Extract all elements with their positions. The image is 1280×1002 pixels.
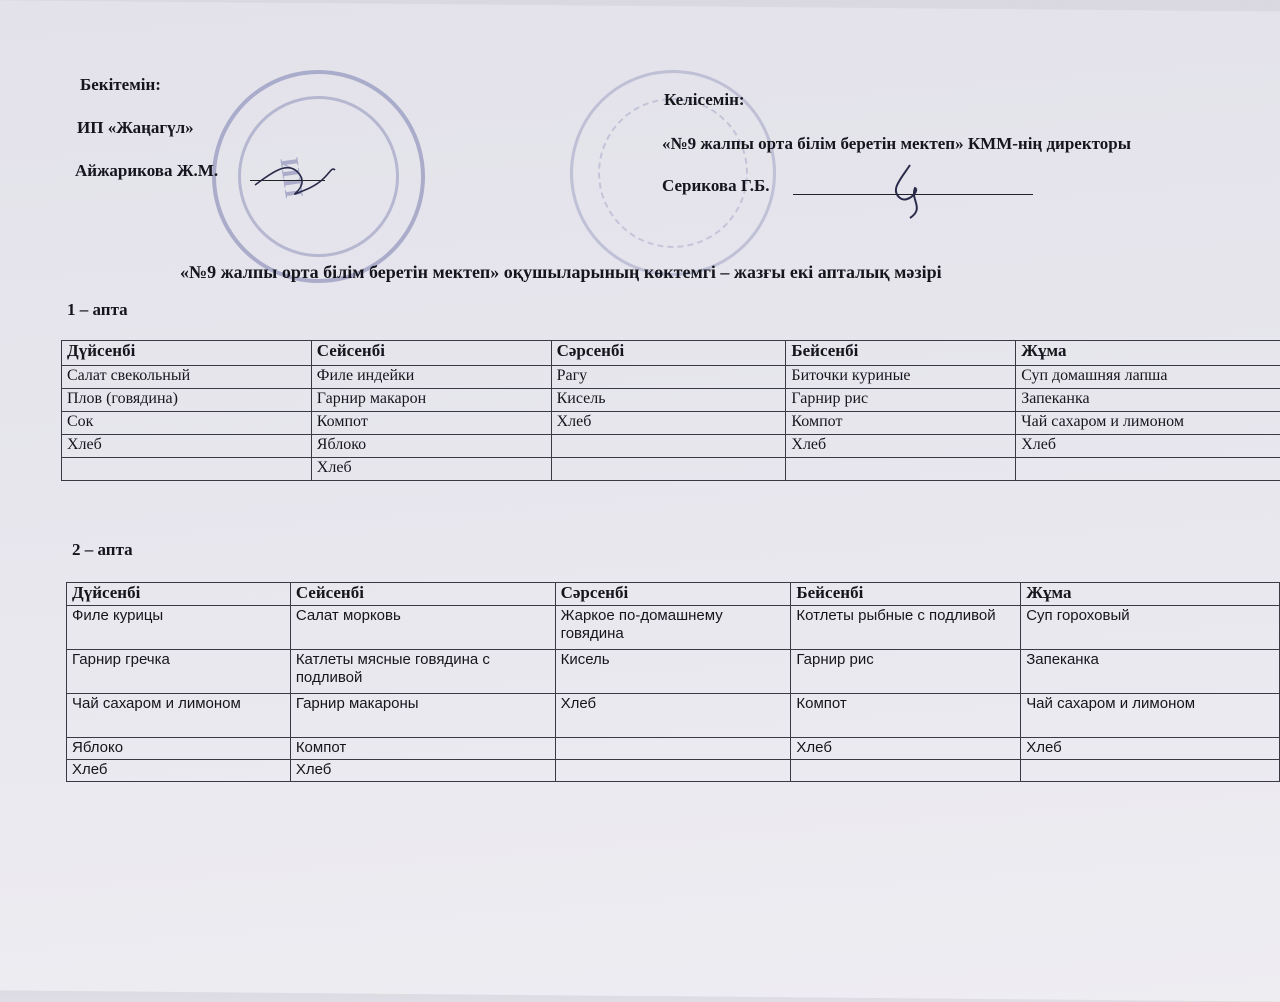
table-cell xyxy=(551,435,786,458)
table-cell xyxy=(555,760,791,782)
table-cell: Гарнир макароны xyxy=(290,694,555,738)
table-cell xyxy=(786,458,1016,481)
table-cell: Кисель xyxy=(551,389,786,412)
table-cell: Гарнир макарон xyxy=(311,389,551,412)
table-cell: Чай сахаром и лимоном xyxy=(1021,694,1280,738)
table-row xyxy=(62,412,1280,435)
menu-title: «№9 жалпы орта білім беретін мектеп» оқушыларының көктемгі – жазғы екі апталық мәзірі xyxy=(180,262,942,283)
table-cell xyxy=(62,458,312,481)
table-cell: Рагу xyxy=(551,366,786,389)
agree-signature xyxy=(880,160,950,220)
table-row xyxy=(62,389,1280,412)
table-cell: Гарнир рис xyxy=(791,650,1021,694)
table-cell: Гарнир рис xyxy=(786,389,1016,412)
table-cell: Кисель xyxy=(555,650,791,694)
table-cell: Запеканка xyxy=(1016,389,1280,412)
table-cell: Биточки куриные xyxy=(786,366,1016,389)
table-cell: Хлеб xyxy=(786,435,1016,458)
header-cell: Дүйсенбі xyxy=(67,583,291,606)
table-header-row xyxy=(67,583,1280,606)
table-cell: Компот xyxy=(791,694,1021,738)
header-cell: Бейсенбі xyxy=(786,341,1016,366)
agree-org: «№9 жалпы орта білім беретін мектеп» КММ-нің директоры xyxy=(662,134,1131,154)
table-cell: Филе курицы xyxy=(67,606,291,650)
table-cell xyxy=(791,760,1021,782)
table-cell: Суп гороховый xyxy=(1021,606,1280,650)
table-cell: Гарнир гречка xyxy=(67,650,291,694)
table-cell: Катлеты мясные говядина с подливой xyxy=(290,650,555,694)
table-cell xyxy=(1021,760,1280,782)
table-cell: Яблоко xyxy=(311,435,551,458)
table-cell: Сок xyxy=(62,412,312,435)
table-cell: Котлеты рыбные с подливой xyxy=(791,606,1021,650)
table-row xyxy=(62,366,1280,389)
table-cell: Салат морковь xyxy=(290,606,555,650)
table-cell: Хлеб xyxy=(551,412,786,435)
table-cell: Хлеб xyxy=(791,738,1021,760)
table-cell: Салат свекольный xyxy=(62,366,312,389)
table-cell: Хлеб xyxy=(290,760,555,782)
table-cell: Жаркое по-домашнему говядина xyxy=(555,606,791,650)
table-cell xyxy=(551,458,786,481)
week2-label: 2 – апта xyxy=(72,540,133,560)
table-cell: Чай сахаром и лимоном xyxy=(67,694,291,738)
table-cell: Хлеб xyxy=(555,694,791,738)
table-cell: Плов (говядина) xyxy=(62,389,312,412)
header-cell: Сейсенбі xyxy=(290,583,555,606)
table-row xyxy=(62,435,1280,458)
table-cell: Компот xyxy=(311,412,551,435)
table-cell: Чай сахаром и лимоном xyxy=(1016,412,1280,435)
table-cell: Хлеб xyxy=(311,458,551,481)
agree-label: Келісемін: xyxy=(664,90,745,110)
approve-signature xyxy=(250,150,340,210)
stamp-ip: ИП xyxy=(198,56,439,297)
header-cell: Жұма xyxy=(1021,583,1280,606)
table-row xyxy=(67,650,1280,694)
header-cell: Сейсенбі xyxy=(311,341,551,366)
table-cell: Суп домашняя лапша xyxy=(1016,366,1280,389)
table-cell: Запеканка xyxy=(1021,650,1280,694)
table-row xyxy=(67,738,1280,760)
table-cell: Компот xyxy=(290,738,555,760)
table-row xyxy=(62,458,1280,481)
header-cell: Сәрсенбі xyxy=(555,583,791,606)
table-cell: Филе индейки xyxy=(311,366,551,389)
table-row xyxy=(67,694,1280,738)
table-cell: Хлеб xyxy=(67,760,291,782)
table-cell: Хлеб xyxy=(62,435,312,458)
table-cell xyxy=(555,738,791,760)
week1-label: 1 – апта xyxy=(67,300,128,320)
approve-org: ИП «Жаңагүл» xyxy=(77,118,194,138)
table-cell: Компот xyxy=(786,412,1016,435)
header-cell: Жұма xyxy=(1016,341,1280,366)
table-cell: Хлеб xyxy=(1021,738,1280,760)
table-row xyxy=(67,606,1280,650)
approve-label: Бекітемін: xyxy=(80,75,161,95)
table-cell: Хлеб xyxy=(1016,435,1280,458)
week1-table xyxy=(61,340,1280,481)
header-cell: Дүйсенбі xyxy=(62,341,312,366)
header-cell: Сәрсенбі xyxy=(551,341,786,366)
table-row xyxy=(67,760,1280,782)
approve-person: Айжарикова Ж.М. xyxy=(75,161,218,181)
week2-table xyxy=(66,582,1280,782)
table-cell: Яблоко xyxy=(67,738,291,760)
header-cell: Бейсенбі xyxy=(791,583,1021,606)
table-header-row xyxy=(62,341,1280,366)
agree-person: Серикова Г.Б. xyxy=(662,176,770,196)
table-cell xyxy=(1016,458,1280,481)
